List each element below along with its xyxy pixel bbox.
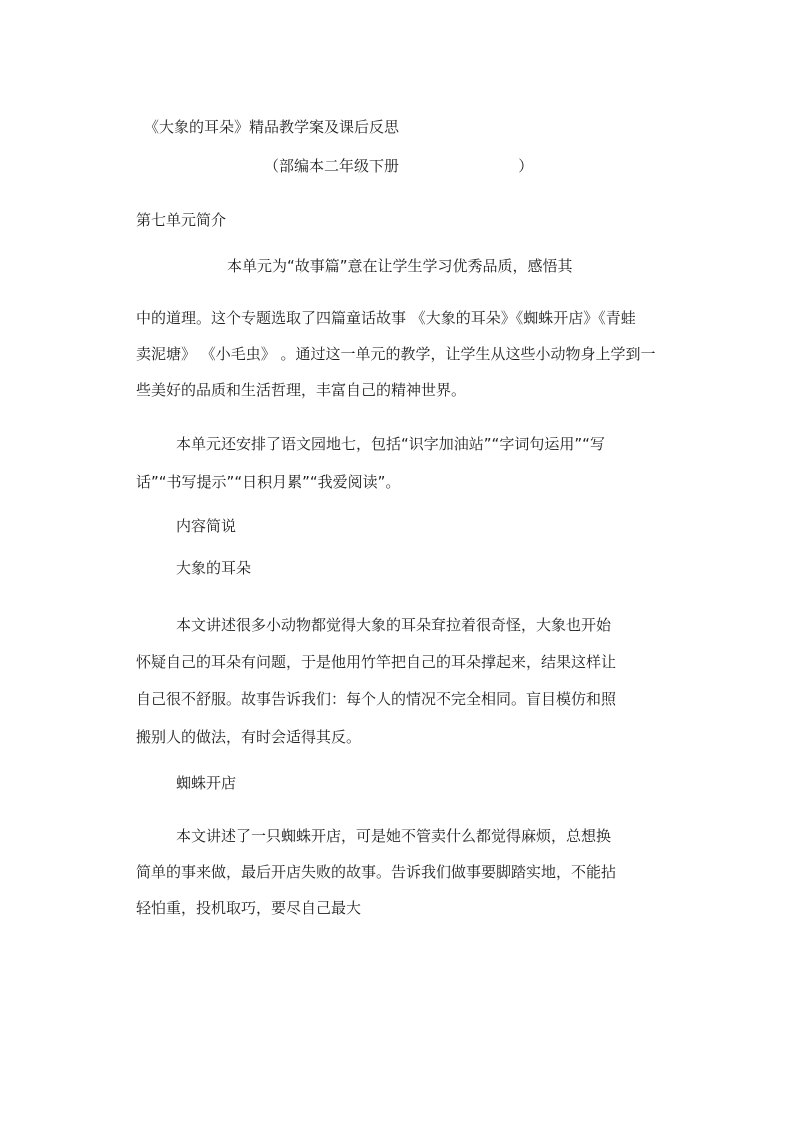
story-title-spider-shop: 蜘蛛开店 bbox=[176, 774, 237, 792]
story-title-elephant-ears: 大象的耳朵 bbox=[176, 559, 252, 577]
intro-line: 卖泥塘》 《小毛虫》 。通过这一单元的教学，让学生从这些小动物身上学到一 bbox=[136, 345, 656, 363]
story-line: 本文讲述很多小动物都觉得大象的耳朵耷拉着很奇怪，大象也开始 bbox=[176, 616, 612, 634]
intro-line: 本单元为“故事篇”意在让学生学习优秀品质，感悟其 bbox=[227, 257, 573, 275]
intro-line: 些美好的品质和生活哲理，丰富自己的精神世界。 bbox=[136, 381, 467, 399]
garden-line: 话”“书写提示”“日积月累”“我爱阅读”。 bbox=[136, 473, 401, 491]
intro-line: 中的道理。这个专题选取了四篇童话故事 《大象的耳朵》《蜘蛛开店》《青蛙 bbox=[136, 309, 636, 327]
unit-heading: 第七单元简介 bbox=[136, 211, 227, 229]
story-line: 怀疑自己的耳朵有问题，于是他用竹竿把自己的耳朵撑起来，结果这样让 bbox=[136, 653, 617, 671]
story-line: 简单的事来做，最后开店失败的故事。告诉我们做事要脚踏实地，不能拈 bbox=[136, 863, 617, 881]
story-line: 搬别人的做法，有时会适得其反。 bbox=[136, 728, 362, 746]
content-heading: 内容简说 bbox=[176, 517, 237, 535]
document-subtitle: （部编本二年级下册 ） bbox=[264, 157, 534, 175]
story-line: 轻怕重，投机取巧，要尽自己最大 bbox=[136, 899, 362, 917]
story-line: 本文讲述了一只蜘蛛开店，可是她不管卖什么都觉得麻烦，总想换 bbox=[176, 827, 612, 845]
document-title: 《大象的耳朵》精品教学案及课后反思 bbox=[144, 118, 400, 136]
story-line: 自己很不舒服。故事告诉我们：每个人的情况不完全相同。盲目模仿和照 bbox=[136, 690, 617, 708]
garden-line: 本单元还安排了语文园地七，包括“识字加油站”“字词句运用”“写 bbox=[176, 435, 605, 453]
